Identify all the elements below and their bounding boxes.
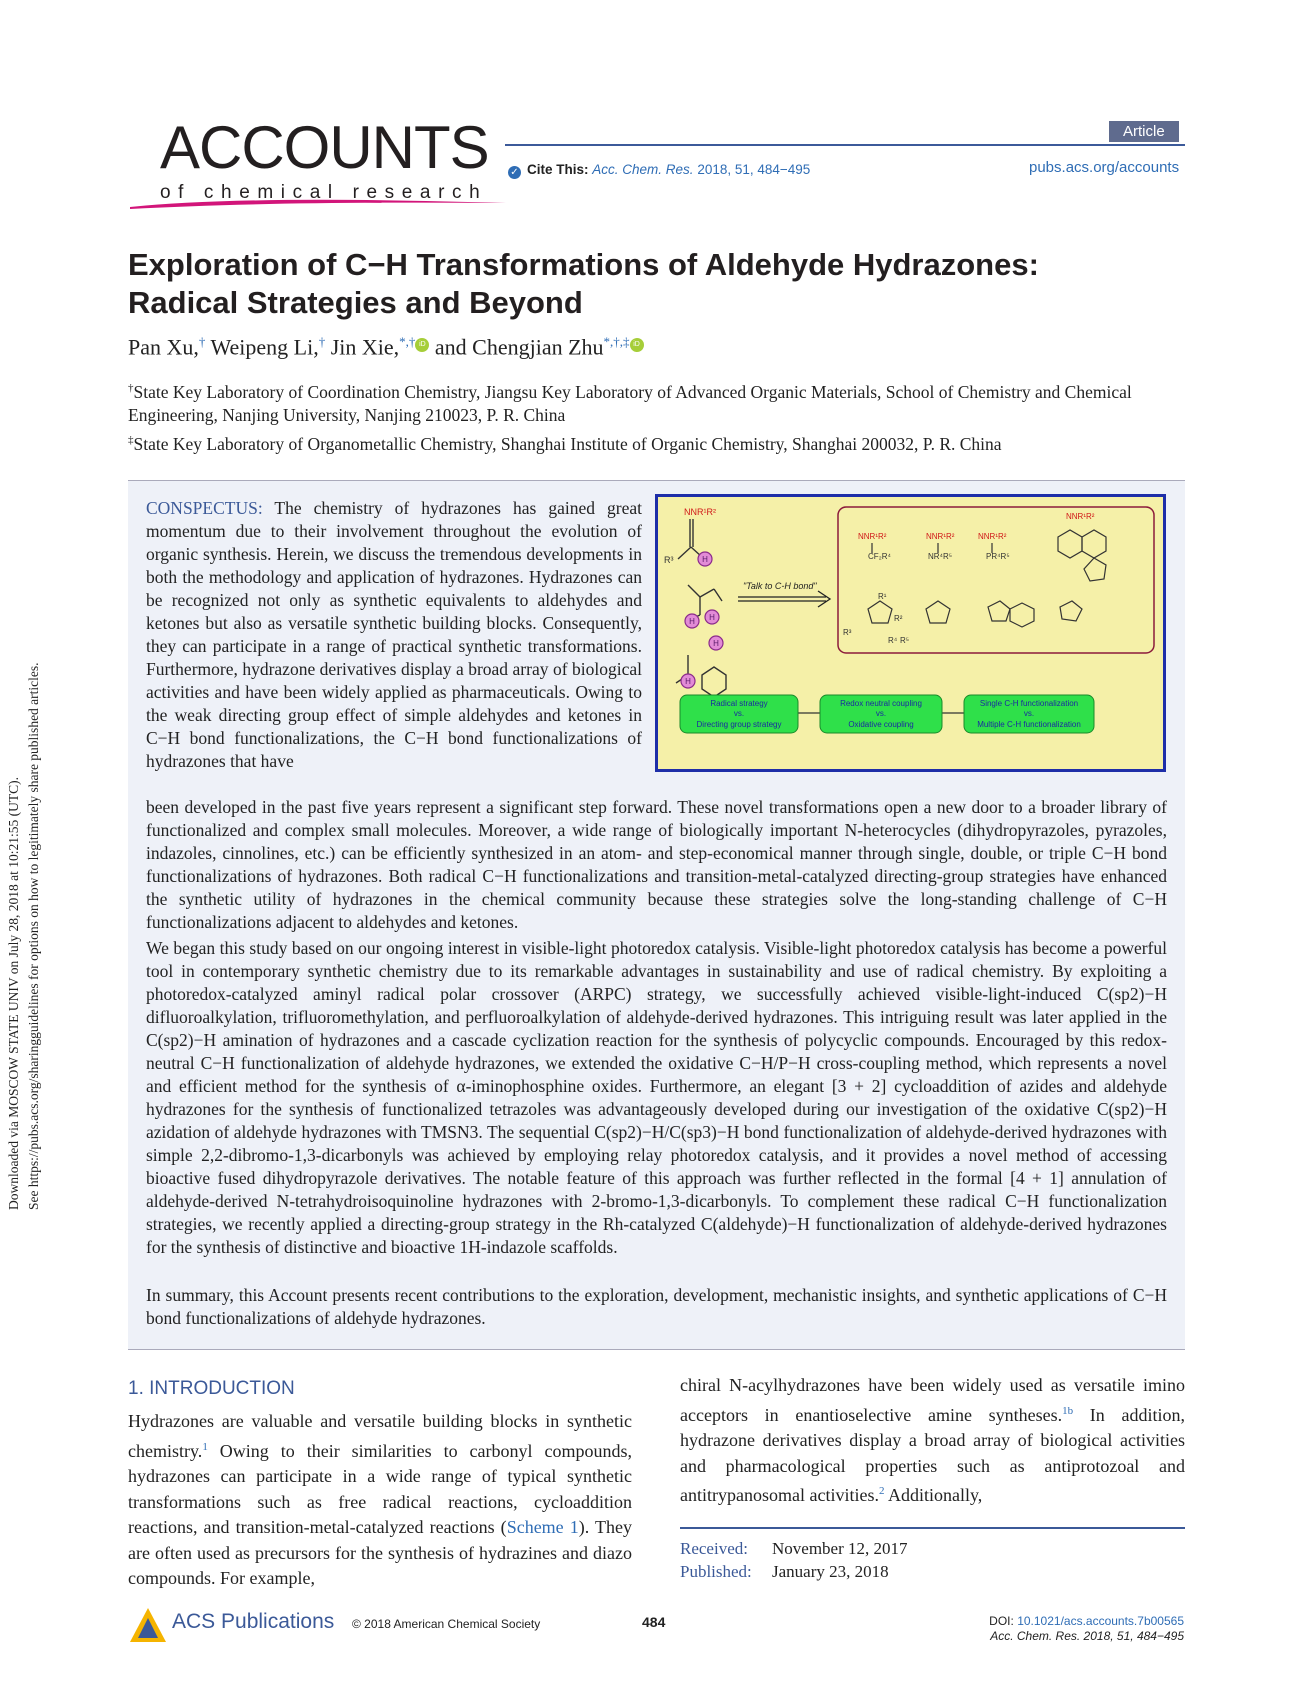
intro-text: In addition, hydrazone derivatives display a broad array of biological activities and pharmacological properties such as antiprotozoal and antitrypanosomal activities. [680, 1404, 1185, 1505]
check-icon: ✓ [508, 166, 521, 179]
cite-label: Cite This: [527, 162, 589, 177]
toc-product-label: CF₂R⁴ [868, 552, 891, 561]
toc-product-label: NNR¹R² [1066, 512, 1095, 521]
footer-citation: Acc. Chem. Res. 2018, 51, 484−495 [990, 1629, 1184, 1643]
affiliation-text: State Key Laboratory of Coordination Chemistry, Jiangsu Key Laboratory of Advanced Organic Materials, School of Chemistry and Chemical Engineering, Nanjing University, Nanjing 210023, P. R. China [128, 381, 1132, 425]
toc-product-label: NNR¹R² [858, 532, 887, 541]
download-stamp-line2: See https://pubs.acs.org/sharingguidelines for options on how to legitimately share published articles. [26, 662, 41, 1210]
affiliation-text: State Key Laboratory of Organometallic Chemistry, Shanghai Institute of Organic Chemistry, Shanghai 200032, P. R. China [133, 433, 1002, 454]
author-marks: † [198, 334, 206, 349]
article-title [128, 246, 1188, 322]
toc-graphic-drawing [658, 497, 1163, 769]
doi-label: DOI: [989, 1614, 1018, 1628]
toc-box-text: Multiple C-H functionalization [977, 720, 1081, 729]
toc-box-text: Radical strategy [710, 699, 768, 708]
intro-text: ). They are often used as precursors for the synthesis of hydrazines and diazo compounds. For example, [128, 1517, 633, 1588]
toc-product-label: R⁵ [900, 636, 910, 645]
acs-logo-icon[interactable] [128, 1606, 168, 1646]
reference-link[interactable]: 2 [878, 1485, 885, 1497]
toc-box-text: Directing group strategy [696, 720, 782, 729]
affiliation-mark: † [128, 382, 134, 394]
author-list [128, 334, 644, 360]
journal-site-link[interactable]: pubs.acs.org/accounts [1029, 159, 1180, 176]
copyright: © 2018 American Chemical Society [352, 1617, 541, 1631]
affiliation-1 [128, 377, 1188, 427]
conspectus-p1-text: The chemistry of hydrazones has gained great momentum due to their involvement throughout the evolution of organic synthesis. Herein, we discuss the tremendous developments in both the methodology and application of hydrazones. Hydrazones can be recognized not only as synthetic equivalents to aldehydes and ketones but also as versatile synthetic building blocks. Consequently, they can participate in a range of practical synthetic transformations. Furthermore, hydrazone derivatives display a broad array of biological activities and have been widely applied as pharmaceuticals. Owing to the weak directing group effect of simple aldehydes and ketones in C−H bond functionalizations, the C−H bond functionalizations of hydrazones that have [146, 498, 643, 771]
toc-graphic [655, 494, 1166, 772]
intro-text: chiral N-acylhydrazones have been widely used as versatile imino acceptors in enantioselective amine syntheses. [680, 1375, 1185, 1425]
conspectus-label: CONSPECTUS: [146, 498, 263, 518]
title-line-1: Exploration of C−H Transformations of Aldehyde Hydrazones: [128, 247, 1039, 282]
cite-journal[interactable]: Acc. Chem. Res. [592, 162, 694, 177]
dates-rule [680, 1527, 1185, 1529]
intro-text: Additionally, [884, 1485, 983, 1505]
cite-this[interactable] [508, 162, 810, 179]
download-stamp [4, 510, 44, 1210]
toc-h-label: H [709, 613, 715, 622]
toc-h-label: H [685, 677, 691, 686]
received-value: November 12, 2017 [772, 1539, 908, 1558]
toc-product-label: R³ [843, 628, 852, 637]
page-number: 484 [642, 1614, 666, 1630]
author-marks: † [318, 334, 326, 349]
cite-reference[interactable]: 2018, 51, 484−495 [697, 162, 811, 177]
author-name[interactable]: Weipeng Li, [210, 334, 319, 360]
toc-label-hydrazone: NNR¹R² [684, 507, 716, 517]
toc-h-label: H [702, 555, 708, 564]
author-marks: *,†,‡ [603, 334, 630, 349]
reference-link[interactable]: 1 [202, 1440, 208, 1453]
doi-link[interactable]: 10.1021/acs.accounts.7b00565 [1017, 1614, 1184, 1628]
reference-link[interactable]: 1b [1062, 1404, 1074, 1417]
toc-comparison-boxes [680, 695, 1094, 733]
toc-product-structures [868, 530, 1106, 627]
toc-box-text: Oxidative coupling [848, 720, 914, 729]
toc-label-r3: R³ [664, 555, 674, 565]
intro-right-column [680, 1373, 1185, 1509]
conspectus-paragraph-2: been developed in the past five years represent a significant step forward. These novel transformations open a new door to a broader library of functionalized and complex small molecules. Moreover, a wide range of biologically important N-heterocycles (dihydropyrazoles, pyrazoles, indazoles, cinnolines, etc.) can be efficiently synthesized in an atom- and step-economical manner through single, double, or triple C−H bond functionalizations of hydrazones. Both radical C−H functionalizations and transition-metal-catalyzed directing-group strategies have enhanced the synthetic utility of hydrazones in the chemical community because these strategies solve the long-standing challenge of C−H functionalizations adjacent to aldehydes and ketones. [146, 797, 1167, 932]
toc-h-label: H [689, 617, 695, 626]
toc-box-text: Single C-H functionalization [979, 699, 1079, 708]
author-name[interactable]: Pan Xu, [128, 334, 199, 360]
toc-product-label: NNR¹R² [978, 532, 1007, 541]
toc-box-text: vs. [733, 709, 745, 718]
affiliation-2 [128, 429, 1188, 456]
author-name[interactable]: Jin Xie, [330, 334, 400, 360]
doi-block [989, 1614, 1184, 1644]
header-rule [505, 144, 1185, 146]
orcid-icon[interactable]: iD [415, 338, 429, 352]
published-date [680, 1562, 889, 1582]
toc-product-label: R⁴ [888, 636, 898, 645]
toc-arrow-icon [738, 591, 830, 607]
toc-product-label: R² [894, 614, 903, 623]
intro-text: Hydrazones are valuable and versatile building blocks in synthetic chemistry. [128, 1411, 632, 1461]
author-name[interactable]: and Chengjian Zhu [434, 334, 604, 360]
author-marks: *,† [399, 334, 416, 349]
title-line-2: Radical Strategies and Beyond [128, 285, 583, 320]
orcid-icon[interactable]: iD [630, 338, 644, 352]
received-label: Received: [680, 1539, 748, 1558]
toc-h-label: H [713, 639, 719, 648]
toc-arrow-label: "Talk to C-H bond" [743, 581, 817, 591]
publisher-name[interactable]: ACS Publications [172, 1610, 335, 1633]
journal-logo-subtitle: of chemical research [160, 182, 488, 203]
toc-product-label: NR⁴R⁵ [928, 552, 953, 561]
journal-logo: ACCOUNTS [160, 114, 489, 181]
published-label: Published: [680, 1562, 752, 1581]
conspectus-paragraph-1 [146, 497, 642, 773]
affiliation-mark: ‡ [128, 434, 134, 446]
intro-left-column [128, 1409, 632, 1592]
received-date [680, 1539, 908, 1559]
download-stamp-line1: Downloaded via MOSCOW STATE UNIV on July 28, 2018 at 10:21:55 (UTC). [6, 776, 21, 1210]
section-heading: 1. INTRODUCTION [128, 1378, 295, 1399]
conspectus-paragraph-4: In summary, this Account presents recent contributions to the exploration, development, mechanistic insights, and synthetic applications of C−H bond functionalizations of aldehyde hydrazones. [146, 1285, 1167, 1328]
toc-product-label: PR⁴R⁵ [986, 552, 1010, 561]
intro-text: Owing to their similarities to carbonyl compounds, hydrazones can participate in a wide range of typical synthetic transformations such as free radical reactions, cycloaddition reactions, and transition-metal-catalyzed reactions ( [128, 1440, 632, 1537]
article-type-badge: Article [1109, 121, 1179, 142]
toc-box-text: vs. [875, 709, 887, 718]
toc-product-label: R¹ [878, 592, 887, 601]
conspectus-paragraph-3: We began this study based on our ongoing interest in visible-light photoredox catalysis. Visible-light photoredox catalysis has become a powerful tool in contemporary synthetic chemistry due to its remarkable advantages in sustainability and use of radical chemistry. By exploiting a photoredox-catalyzed aminyl radical polar crossover (ARPC) strategy, we successfully achieved visible-light-induced C(sp2)−H difluoroalkylation, trifluoromethylation, and perfluoroalkylation of aldehyde-derived hydrazones. This intriguing result was later applied in the C(sp2)−H amination of hydrazones and a cascade cyclization reaction for the synthesis of polycyclic compounds. Encouraged by this redox-neutral C−H functionalization of aldehyde hydrazones, we extended the oxidative C−H/P−H cross-coupling method, which represents a novel and efficient method for the synthesis of α-iminophosphine oxides. Furthermore, an elegant [3 + 2] cycloaddition of azides and aldehyde hydrazones for the synthesis of functionalized tetrazoles was advantageously developed during our investigation of the oxidative C(sp2)−H azidation of aldehyde hydrazones with TMSN3. The sequential C(sp2)−H/C(sp3)−H bond functionalization of aldehyde-derived hydrazones with simple 2,2-dibromo-1,3-dicarbonyls was achieved by employing relay photoredox catalysis, and it provides a novel method of accessing bioactive fused dihydropyrazole derivatives. The notable feature of this approach was further reflected in the formal [4 + 1] annulation of aldehyde-derived N-tetrahydroisoquinoline hydrazones with 2-bromo-1,3-dicarbonyls. To complement these radical C−H functionalization strategies, we recently applied a directing-group strategy in the Rh-catalyzed C(aldehyde)−H functionalization of aldehyde-derived hydrazones for the synthesis of distinctive and bioactive 1H-indazole scaffolds. [146, 938, 1167, 1257]
published-value: January 23, 2018 [772, 1562, 889, 1581]
scheme-link[interactable]: Scheme 1 [506, 1517, 579, 1537]
toc-product-label: NNR¹R² [926, 532, 955, 541]
toc-box-text: Redox neutral coupling [840, 699, 922, 708]
toc-products-panel [838, 507, 1154, 653]
toc-box-text: vs. [1023, 709, 1035, 718]
